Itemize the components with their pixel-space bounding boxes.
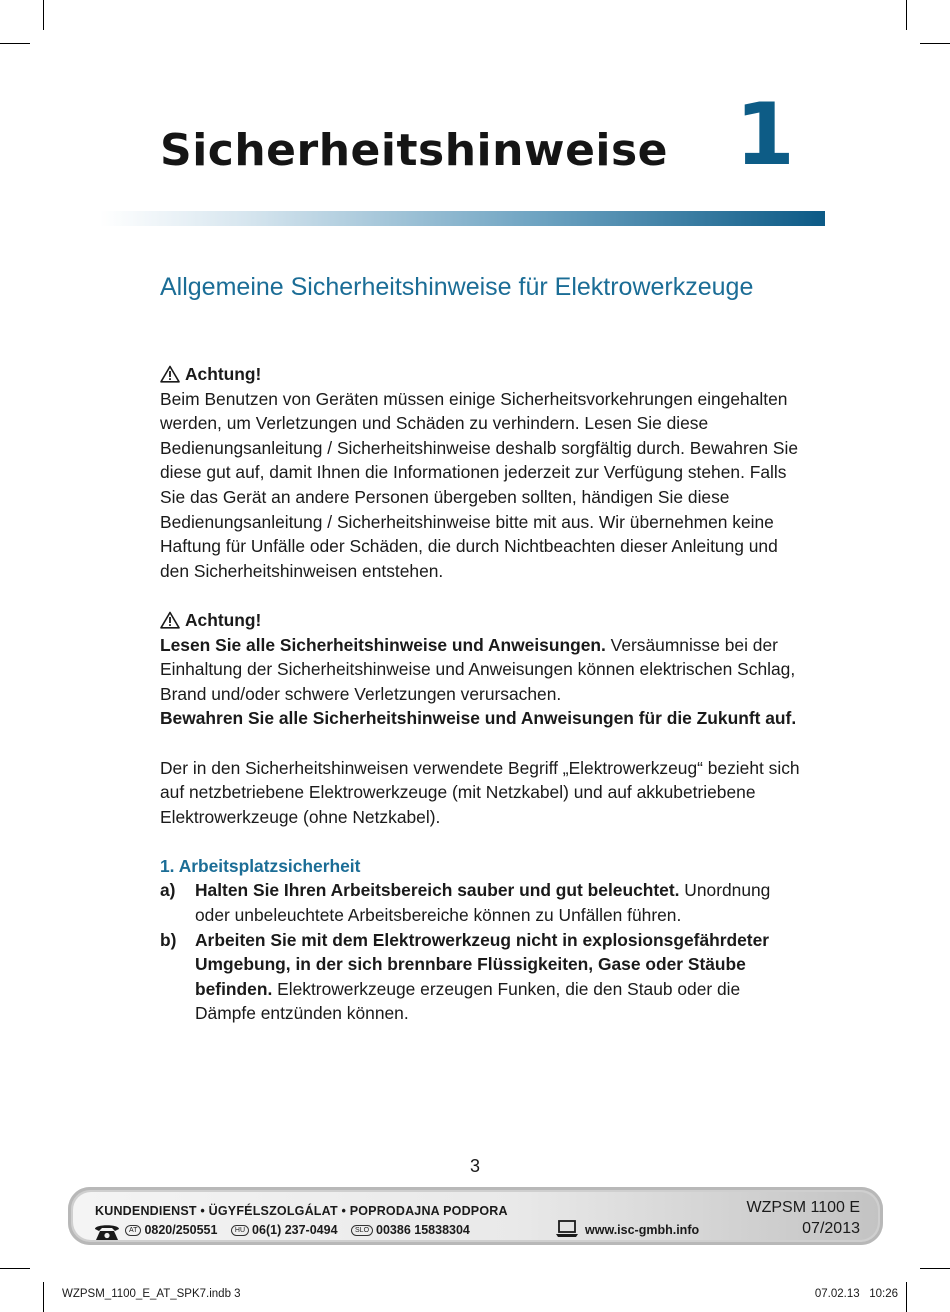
subsection-title: 1. Arbeitsplatzsicherheit	[160, 855, 361, 876]
bold-instruction: Bewahren Sie alle Sicherheitshinweise und Anweisungen für die Zukunft auf.	[160, 708, 797, 729]
section-title: Allgemeine Sicherheitshinweise für Elektrowerkzeuge	[160, 273, 754, 301]
warning-heading	[160, 608, 800, 633]
list-item	[160, 878, 800, 927]
country-badge: HU	[231, 1225, 249, 1236]
print-slug-timestamp: 07.02.13 10:26	[814, 1288, 898, 1300]
page-number: 3	[469, 1156, 480, 1176]
paragraph-text: Versäumnisse bei der Einhaltung der Sicherheitshinweise und Anweisungen können elektrischen Schlag, Brand und/oder schwere Verletzungen verursachen.	[160, 634, 796, 704]
service-footer	[68, 1187, 883, 1245]
print-slug-file: WZPSM_1100_E_AT_SPK7.indb 3	[62, 1288, 241, 1300]
list-item-bold: Halten Sie Ihren Arbeitsbereich sauber und gut beleuchtet.	[195, 880, 680, 901]
list-item-bold: Arbeiten Sie mit dem Elektrowerkzeug nicht in explosionsgefährdeter Umgebung, in der sich brennbare Flüssigkeiten, Gase oder Stäube befinden.	[195, 929, 770, 999]
crop-mark	[43, 0, 44, 30]
crop-mark	[906, 1282, 907, 1312]
country-badge: AT	[125, 1225, 141, 1236]
model-name: WZPSM 1100 E	[746, 1199, 860, 1216]
chapter-number: 1	[735, 85, 795, 185]
website-link[interactable]: www.isc-gmbh.info	[585, 1223, 700, 1237]
warning-heading-text: Achtung!	[185, 609, 262, 630]
phone-icon	[93, 1222, 121, 1242]
warning-paragraph: Beim Benutzen von Geräten müssen einige Sicherheitsvorkehrungen eingehalten werden, um Verletzungen und Schäden zu verhindern. Lesen Sie diese Bedienungsanleitung / Sicherheitshinweise deshalb sorgfältig durch. Bewahren Sie diese gut auf, damit Ihnen die Informationen jederzeit zur Verfügung stehen. Falls Sie das Gerät an andere Personen übergeben sollten, händigen Sie diese Bedienungsanleitung / Sicherheitshinweise bitte mit aus. Wir übernehmen keine Haftung für Unfälle oder Schäden, die durch Nichtbeachten dieser Anleitung und den Sicherheitshinweisen entstehen.	[160, 388, 799, 581]
list-item-text	[195, 928, 800, 1026]
list-item-letter: b)	[160, 929, 177, 950]
list-item-text	[195, 878, 800, 927]
list-item-letter: a)	[160, 880, 176, 901]
phone-number: 00386 15838304	[376, 1223, 470, 1237]
list-item-body: Elektrowerkzeuge erzeugen Funken, die den Staub oder die Dämpfe entzünden können.	[195, 978, 741, 1024]
model-info	[746, 1197, 860, 1239]
laptop-icon	[555, 1219, 579, 1239]
warning-paragraph	[160, 633, 800, 707]
country-badge: SLO	[351, 1225, 373, 1236]
model-date: 07/2013	[802, 1220, 860, 1237]
phone-number: 06(1) 237-0494	[252, 1223, 338, 1237]
crop-mark	[906, 0, 907, 30]
warning-heading-text: Achtung!	[185, 364, 262, 384]
warning-heading	[160, 362, 800, 387]
phone-numbers	[125, 1223, 480, 1237]
service-title: KUNDENDIENST • ÜGYFÉLSZOLGÁLAT • POPRODAJNA PODPORA	[95, 1204, 508, 1218]
crop-mark	[920, 1268, 950, 1269]
chapter-title: Sicherheitshinweise	[160, 125, 669, 176]
crop-mark	[43, 1282, 44, 1312]
phone-number: 0820/250551	[144, 1223, 218, 1237]
crop-mark	[0, 43, 30, 44]
crop-mark	[920, 43, 950, 44]
warning-triangle-icon	[160, 611, 180, 629]
main-content	[160, 362, 800, 1026]
list-item	[160, 928, 800, 1026]
definition-paragraph: Der in den Sicherheitshinweisen verwendete Begriff „Elektrowerkzeug“ bezieht sich auf netzbetriebene Elektrowerkzeuge (mit Netzkabel) und auf akkubetriebene Elektrowerkzeuge (ohne Netzkabel).	[160, 757, 800, 827]
list-item-body: Unordnung oder unbeleuchtete Arbeitsbereiche können zu Unfällen führen.	[195, 880, 771, 926]
bold-instruction: Lesen Sie alle Sicherheitshinweise und Anweisungen.	[160, 634, 606, 655]
header-gradient-bar	[100, 211, 825, 226]
crop-mark	[0, 1268, 30, 1269]
warning-triangle-icon	[160, 365, 180, 383]
